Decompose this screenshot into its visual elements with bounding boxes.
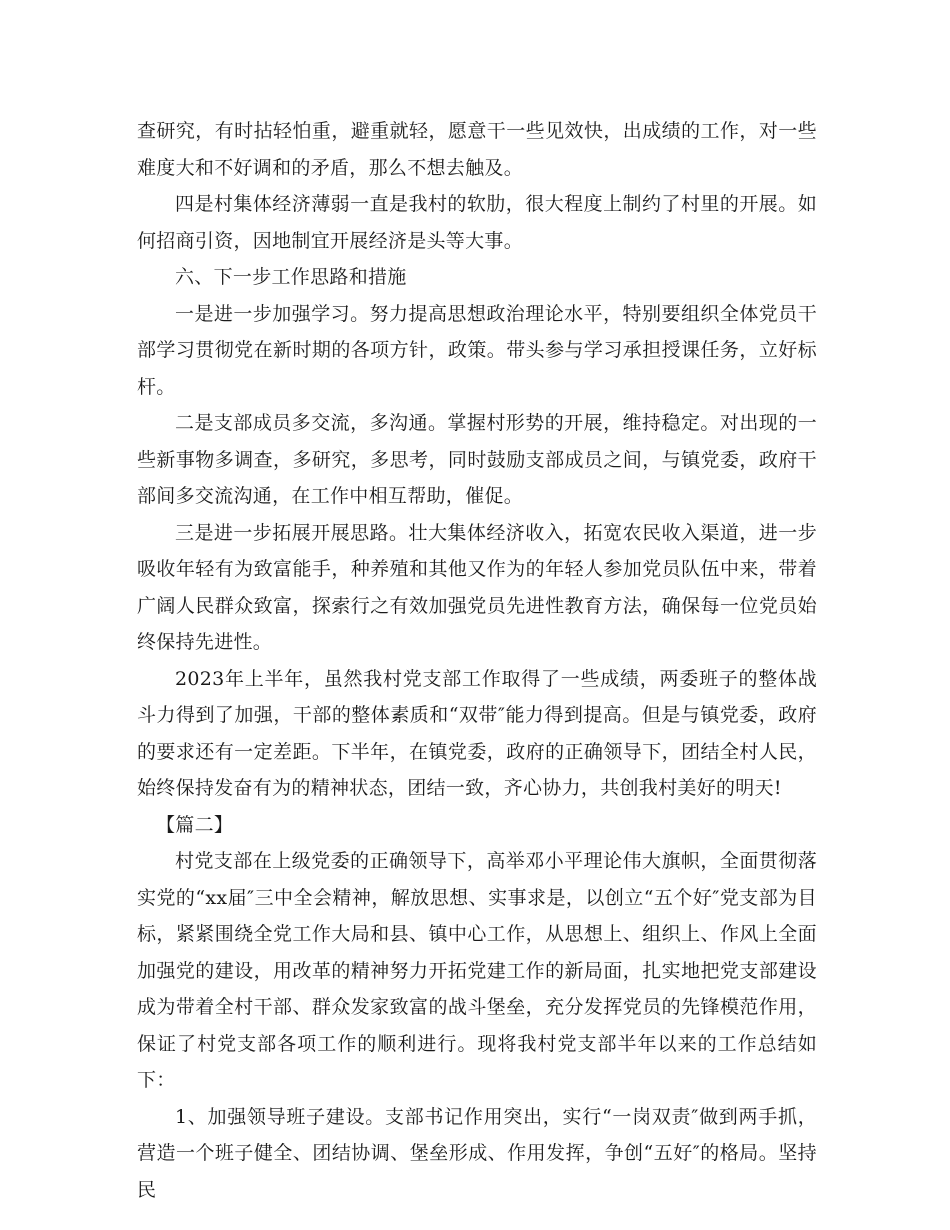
paragraph-leadership-building: 1、加强领导班子建设。支部书记作用突出，实行“一岗双责″做到两手抓，营造一个班子健全、团结协调、堡垒形成、作用发挥，争创“五好″的格局。坚持民 bbox=[137, 1105, 817, 1201]
paragraph-half-year-summary: 2023年上半年，虽然我村党支部工作取得了一些成绩，两委班子的整体战斗力得到了加强，干部的整体素质和“双带″能力得到提高。但是与镇党委，政府的要求还有一定差距。下半年，在镇党委，政府的正确领导下，团结全村人民，始终保持发奋有为的精神状态，团结一致，齐心协力，共创我村美好的明天! bbox=[137, 667, 817, 799]
section-heading-next-steps: 六、下一步工作思路和措施 bbox=[175, 266, 407, 288]
section-tag-part-two: 【篇二】 bbox=[156, 813, 234, 836]
paragraph-continuation: 查研究，有时拈轻怕重，避重就轻，愿意干一些见效快，出成绩的工作，对一些难度大和不好调和的矛盾，那么不想去触及。 bbox=[137, 120, 817, 179]
paragraph-strengthen-study: 一是进一步加强学习。努力提高思想政治理论水平，特别要组织全体党员干部学习贯彻党在新时期的各项方针，政策。带头参与学习承担授课任务，立好标杆。 bbox=[137, 302, 817, 398]
document-body bbox=[137, 113, 817, 1208]
paragraph-village-economy: 四是村集体经济薄弱一直是我村的软肋，很大程度上制约了村里的开展。如何招商引资，因地制宜开展经济是头等大事。 bbox=[137, 193, 817, 252]
paragraph-part-two-intro: 村党支部在上级党委的正确领导下，高举邓小平理论伟大旗帜，全面贯彻落实党的“xx届″三中全会精神，解放思想、实事求是，以创立“五个好″党支部为目标，紧紧围绕全党工作大局和县、镇中心工作，从思想上、组织上、作风上全面加强党的建设，用改革的精神努力开拓党建工作的新局面，扎实地把党支部建设成为带着全村干部、群众发家致富的战斗堡垒，充分发挥党员的先锋模范作用，保证了村党支部各项工作的顺利进行。现将我村党支部半年以来的工作总结如下： bbox=[137, 850, 817, 1091]
paragraph-communication: 二是支部成员多交流，多沟通。掌握村形势的开展，维持稳定。对出现的一些新事物多调查，多研究，多思考，同时鼓励支部成员之间，与镇党委，政府干部间多交流沟通，在工作中相互帮助，催促。 bbox=[137, 412, 817, 507]
paragraph-expand-thinking: 三是进一步拓展开展思路。壮大集体经济收入，拓宽农民收入渠道，进一步吸收年轻有为致富能手，种养殖和其他又作为的年轻人参加党员队伍中来，带着广阔人民群众致富，探索行之有效加强党员先进性教育方法，确保每一位党员始终保持先进性。 bbox=[137, 521, 817, 653]
